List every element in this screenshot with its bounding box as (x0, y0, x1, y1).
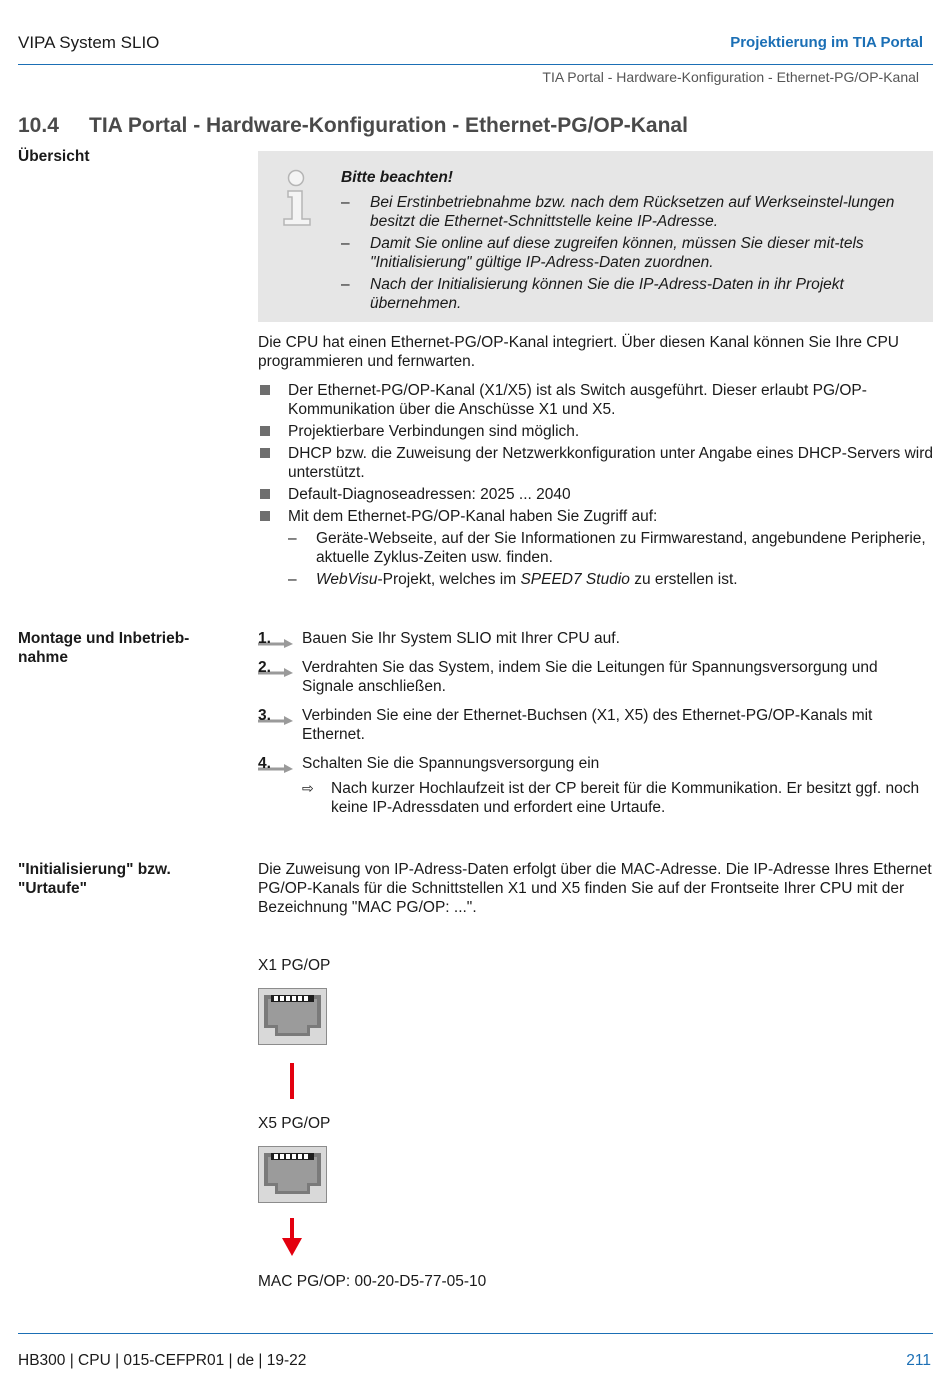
step-number: 2. (258, 659, 271, 676)
result-text: Nach kurzer Hochlaufzeit ist der CP bereit für die Kommunikation. Er besitzt ggf. noch keine IP-Adressdaten und erfordert eine Urtaufe. (331, 780, 920, 816)
webvisu-end: zu erstellen ist. (629, 571, 738, 588)
footer-doc-id: HB300 | CPU | 015-CEFPR01 | de | 19-22 (18, 1352, 307, 1369)
bullet-item: Projektierbare Verbindungen sind möglich. (258, 422, 933, 441)
side-label-initialization: "Initialisierung" bzw. "Urtaufe" (18, 861, 171, 897)
step-text: Bauen Sie Ihr System SLIO mit Ihrer CPU auf. (302, 630, 620, 647)
overview-bullet-list (258, 381, 933, 589)
port-x5-label: X5 PG/OP (258, 1115, 331, 1132)
header-divider (18, 64, 933, 65)
port-x1-label: X1 PG/OP (258, 957, 331, 974)
ethernet-port-x5-icon (258, 1146, 327, 1203)
header-product: VIPA System SLIO (18, 33, 160, 52)
note-list (341, 193, 911, 316)
note-item: – Bei Erstinbetriebnahme bzw. nach dem Rücksetzen auf Werkseinstel-lungen besitzt die Ethernet-Schnittstelle keine IP-Adresse. (341, 193, 911, 231)
page-number: 211 (906, 1352, 931, 1369)
step-item (258, 754, 933, 773)
overview-intro: Die CPU hat einen Ethernet-PG/OP-Kanal integriert. Über diesen Kanal können Sie Ihre CPU programmieren und fernwarten. (258, 334, 900, 370)
step-item (258, 658, 933, 696)
step-text: Verbinden Sie eine der Ethernet-Buchsen (X1, X5) des Ethernet-PG/OP-Kanals mit Ethernet. (302, 707, 873, 743)
bullet-item: DHCP bzw. die Zuweisung der Netzwerkkonfiguration unter Angabe eines DHCP-Servers wird unterstützt. (258, 444, 933, 482)
bullet-item (258, 507, 933, 589)
step-item (258, 706, 933, 744)
step-number: 1. (258, 630, 271, 647)
bullet-item: Der Ethernet-PG/OP-Kanal (X1/X5) ist als Switch ausgeführt. Dieser erlaubt PG/OP-Kommunikation über die Anschüsse X1 und X5. (258, 381, 933, 419)
step-item (258, 629, 933, 648)
info-icon (282, 169, 318, 227)
ethernet-port-x1-icon (258, 988, 327, 1045)
note-box (258, 151, 933, 322)
section-number: 10.4 (18, 114, 59, 137)
result-arrow-icon: ⇨ (302, 780, 314, 796)
step-number: 3. (258, 707, 271, 724)
step-number: 4. (258, 755, 271, 772)
sub-item (288, 570, 933, 589)
down-arrow-icon (280, 1218, 304, 1258)
initialization-text: Die Zuweisung von IP-Adress-Daten erfolgt über die MAC-Adresse. Die IP-Adresse Ihres Ethernet PG/OP-Kanals für die Schnittstellen X1 und X5 finden Sie auf der Frontseite Ihrer CPU mit der Bezeichnung "MAC PG/OP: ...". (258, 861, 932, 916)
side-label-installation: Montage und Inbetrieb-nahme (18, 630, 190, 666)
note-item: – Nach der Initialisierung können Sie die IP-Adress-Daten in ihr Projekt übernehmen. (341, 275, 911, 313)
sub-item: – Geräte-Webseite, auf der Sie Informationen zu Firmwarestand, angebundene Peripherie, aktuelle Zyklus-Zeiten usw. finden. (288, 529, 933, 567)
bullet-item-text: Mit dem Ethernet-PG/OP-Kanal haben Sie Zugriff auf: (288, 508, 658, 525)
speed7-term: SPEED7 Studio (520, 571, 630, 588)
bullet-item: Default-Diagnoseadressen: 2025 ... 2040 (258, 485, 933, 504)
overview-body (258, 333, 933, 592)
note-item: – Damit Sie online auf diese zugreifen können, müssen Sie dieser mit-tels "Initialisierung" gültige IP-Adress-Daten zuordnen. (341, 234, 911, 272)
webvisu-term: WebVisu (316, 571, 378, 588)
access-sublist (288, 529, 933, 589)
step-text: Schalten Sie die Spannungsversorgung ein (302, 755, 600, 772)
webvisu-text: -Projekt, welches im (377, 571, 521, 588)
step-result (258, 779, 933, 817)
connector-line (290, 1063, 294, 1099)
section-title: TIA Portal - Hardware-Konfiguration - Ethernet-PG/OP-Kanal (89, 114, 688, 137)
header-subtitle: TIA Portal - Hardware-Konfiguration - Ethernet-PG/OP-Kanal (542, 69, 919, 85)
footer-divider (18, 1333, 933, 1334)
step-list (258, 629, 933, 773)
side-label-overview: Übersicht (18, 148, 90, 165)
header-chapter: Projektierung im TIA Portal (730, 34, 923, 51)
step-text: Verdrahten Sie das System, indem Sie die Leitungen für Spannungsversorgung und Signale anschließen. (302, 659, 878, 695)
installation-body (258, 629, 933, 817)
note-title: Bitte beachten! (341, 169, 453, 186)
mac-address-label: MAC PG/OP: 00-20-D5-77-05-10 (258, 1273, 487, 1290)
